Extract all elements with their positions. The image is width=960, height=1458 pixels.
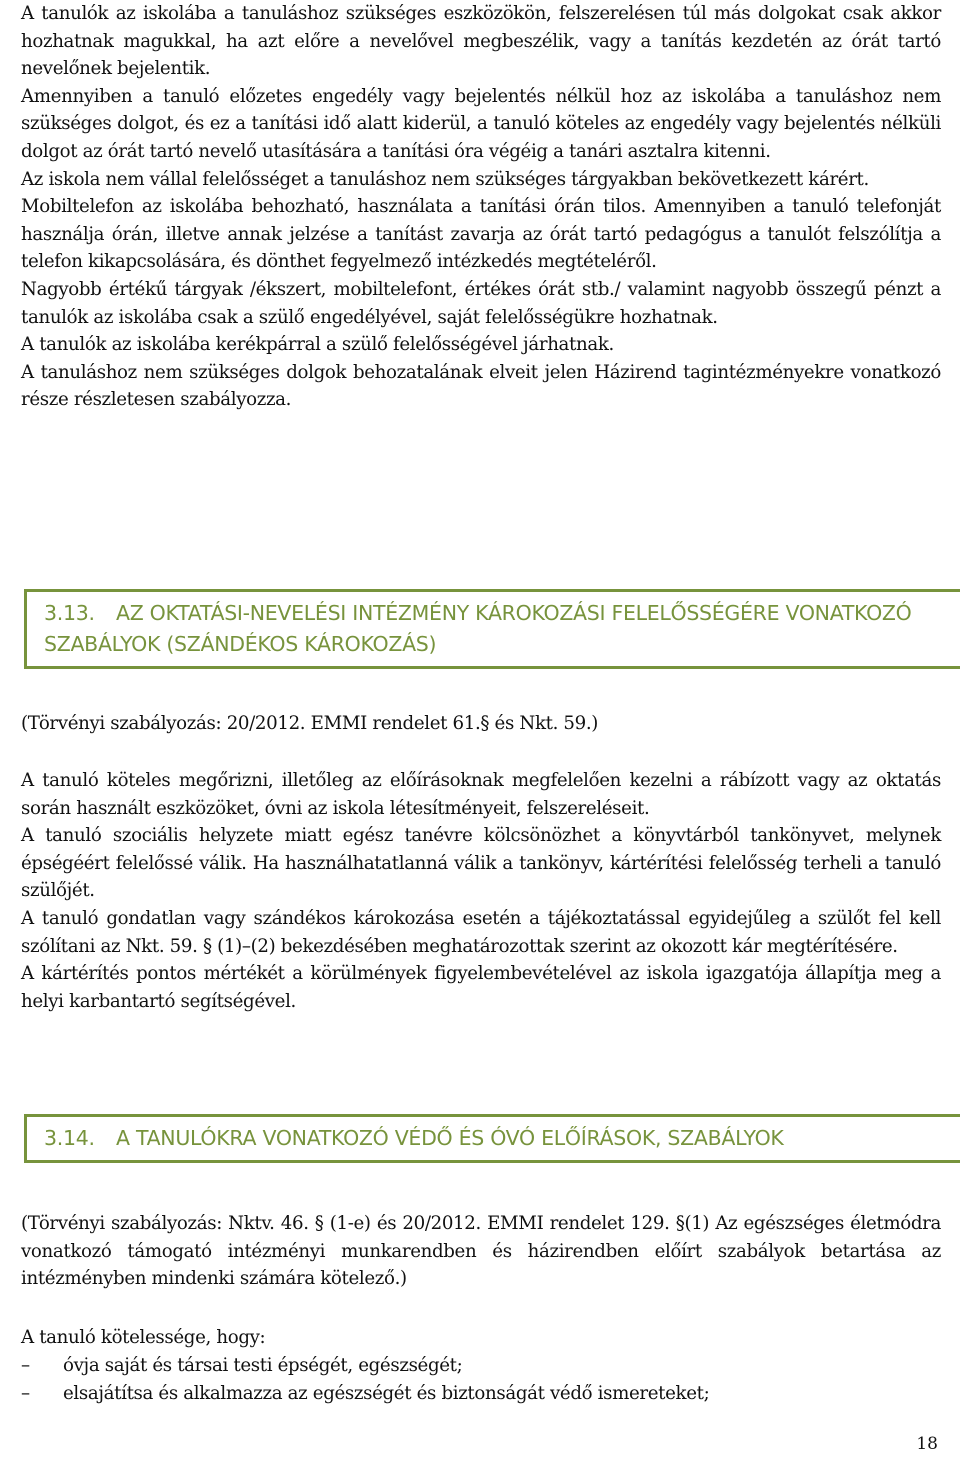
duty-list	[21, 1352, 941, 1408]
paragraph: Nagyobb értékű tárgyak /ékszert, mobiltelefont, értékes órát stb./ valamint nagyobb összegű pénzt a tanulók az iskolába csak a szülő engedélyével, saját felelősségükre hozhatnak.	[21, 278, 941, 328]
paragraph: A tanuló gondatlan vagy szándékos károkozása esetén a tájékoztatással egyidejűleg a szülőt fel kell szólítani az Nkt. 59. § (1)–(2) bekezdésében meghatározottak szerint az okozott kár megtérítésére.	[21, 907, 941, 957]
paragraph: Amennyiben a tanuló előzetes engedély vagy bejelentés nélkül hoz az iskolába a tanuláshoz nem szükséges dolgot, és ez a tanítási idő alatt kiderül, a tanuló köteles az engedély vagy bejelentés nélküli dolgot az órát tartó nevelő utasítására a tanítási óra végéig a tanári asztalra kitenni.	[21, 85, 941, 162]
list-item-text: óvja saját és társai testi épségét, egészségét;	[63, 1354, 463, 1376]
paragraph: A tanuláshoz nem szükséges dolgok behozatalának elveit jelen Házirend tagintézményekre vonatkozó része részletesen szabályozza.	[21, 361, 941, 411]
section-heading-313	[24, 589, 960, 669]
list-item-text: elsajátítsa és alkalmazza az egészségét és biztonságát védő ismereteket;	[63, 1382, 710, 1404]
paragraph: Az iskola nem vállal felelősséget a tanuláshoz nem szükséges tárgyakban bekövetkezett kárért.	[21, 168, 869, 190]
top-text-block	[21, 0, 941, 414]
list-item	[21, 1352, 941, 1380]
legal-reference: (Törvényi szabályozás: Nktv. 46. § (1-e) és 20/2012. EMMI rendelet 129. §(1) Az egészséges életmódra vonatkozó támogató intézményi munkarendben és házirendben előírt szabályok betartása az intézményben mindenki számára kötelező.)	[21, 1213, 941, 1290]
section-title: AZ OKTATÁSI-NEVELÉSI INTÉZMÉNY KÁROKOZÁSI FELELŐSSÉGÉRE VONATKOZÓ SZABÁLYOK (SZÁNDÉKOS KÁROKOZÁS)	[44, 601, 912, 656]
section-heading-314	[24, 1114, 960, 1163]
section-314-legal-ref	[21, 1210, 941, 1293]
list-item	[21, 1380, 941, 1408]
paragraph: A kártérítés pontos mértékét a körülmények figyelembevételével az iskola igazgatója állapítja meg a helyi karbantartó segítségével.	[21, 963, 941, 1012]
page-number: 18	[916, 1434, 938, 1454]
dash-bullet: –	[21, 1382, 30, 1404]
section-title: A TANULÓKRA VONATKOZÓ VÉDŐ ÉS ÓVÓ ELŐÍRÁSOK, SZABÁLYOK	[116, 1126, 784, 1150]
section-313-body	[21, 767, 941, 1015]
list-intro: A tanuló kötelessége, hogy:	[21, 1327, 266, 1348]
section-number: 3.13.	[44, 601, 95, 625]
legal-reference: (Törvényi szabályozás: 20/2012. EMMI rendelet 61.§ és Nkt. 59.)	[21, 713, 599, 734]
paragraph: A tanuló szociális helyzete miatt egész tanévre kölcsönözhet a könyvtárból tankönyvet, melynek épségéért felelőssé válik. Ha használhatatlanná válik a tankönyv, kártérítési felelősség terheli a tanuló szülőjét.	[21, 825, 941, 902]
paragraph: A tanuló köteles megőrizni, illetőleg az előírásoknak megfelelően kezelni a rábízott vagy az oktatás során használt eszközöket, óvni az iskola létesítményeit, felszereléseit.	[21, 770, 941, 819]
dash-bullet: –	[21, 1354, 30, 1376]
paragraph: Mobiltelefon az iskolába behozható, használata a tanítási órán tilos. Amennyiben a tanuló telefonját használja órán, illetve annak jelzése a tanítást zavarja az órát tartó pedagógus a tanulót felszólítja a telefon kikapcsolására, és dönthet fegyelmező intézkedés megtételéről.	[21, 196, 941, 273]
paragraph: A tanulók az iskolába kerékpárral a szülő felelősségével járhatnak.	[21, 334, 614, 356]
section-number: 3.14.	[44, 1126, 95, 1150]
paragraph: A tanulók az iskolába a tanuláshoz szükséges eszközökön, felszerelésen túl más dolgokat csak akkor hozhatnak magukkal, ha azt előre a nevelővel megbeszélik, vagy a tanítás kezdetén az órát tartó nevelőnek bejelentik.	[21, 3, 941, 80]
section-313-legal-ref	[21, 710, 941, 738]
section-314-body	[21, 1324, 941, 1408]
